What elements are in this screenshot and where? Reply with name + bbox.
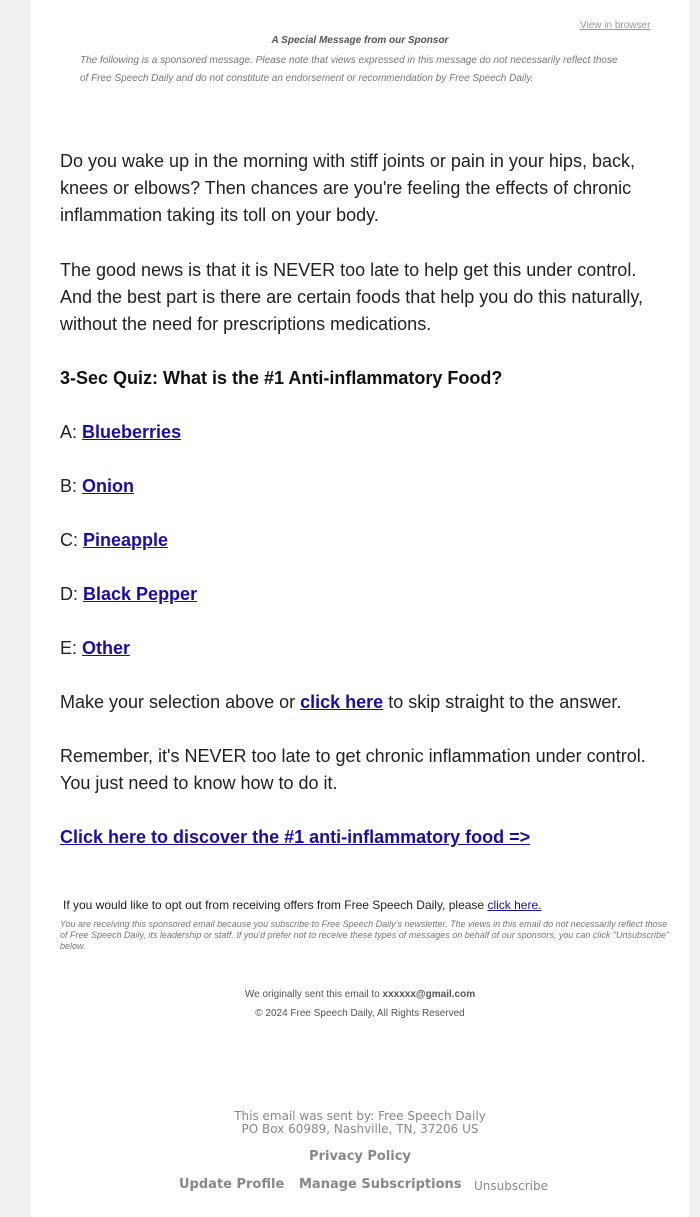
recipient-email: xxxxxx@gmail.com [382,989,476,1000]
quiz-option-c [60,527,168,554]
view-in-browser-link[interactable]: View in browser [580,20,651,31]
sponsor-note: The following is a sponsored message. Please note that views expressed in this message do not necessarily reflect those of Free Speech Daily and do not constitute an endorsement or recommendation by Free Speech Daily. [80,55,618,84]
option-black-pepper-link[interactable]: Black Pepper [83,584,198,604]
quiz-option-d [60,581,197,608]
cta-row [60,824,530,851]
email-body [30,0,690,1217]
optout-line [63,898,541,912]
unsubscribe-link[interactable]: Unsubscribe [474,1179,548,1193]
option-letter: E: [60,638,78,658]
reminder-paragraph: Remember, it's NEVER too late to get chronic inflammation under control. You just need to know how to do it. [60,746,646,793]
sent-by: This email was sent by: Free Speech Daily [234,1109,486,1123]
sender-info [30,1110,690,1136]
privacy-policy-link[interactable]: Privacy Policy [309,1149,411,1164]
sent-prefix: We originally sent this email to [244,989,383,1000]
option-blueberries-link[interactable]: Blueberries [82,422,182,442]
selection-paragraph [60,689,670,716]
postal-address: PO Box 60989, Nashville, TN, 37206 US [241,1122,479,1136]
quiz-title: 3-Sec Quiz: What is the #1 Anti-inflammatory Food? [60,368,503,388]
option-letter: C: [60,530,78,550]
selection-text-before: Make your selection above or [60,692,301,712]
sponsor-disclaimer: You are receiving this sponsored email because you subscribe to Free Speech Daily's newsletter. The views in this email do not necessarily reflect those of Free Speech Daily, its leadership or staff. If you'd prefer not to receive these types of messages on behalf of our sponsors, you can click "Unsubscribe" below. [60,919,670,951]
option-letter: B: [60,476,78,496]
optout-link[interactable]: click here. [487,898,542,912]
quiz-option-a [60,419,181,446]
quiz-option-e [60,635,130,662]
intro-paragraph: Do you wake up in the morning with stiff joints or pain in your hips, back, knees or elbows? Then chances are you're feeling the effects of chronic inflammation taking its toll on your body. [60,151,635,225]
option-pineapple-link[interactable]: Pineapple [83,530,169,550]
quiz-option-b [60,473,134,500]
skip-to-answer-link[interactable]: click here [300,692,384,712]
sent-to-line [30,989,690,1000]
option-letter: D: [60,584,78,604]
option-letter: A: [60,422,78,442]
sponsor-title: A Special Message from our Sponsor [271,35,449,46]
option-onion-link[interactable]: Onion [82,476,135,496]
update-profile-link[interactable]: Update Profile [179,1177,285,1192]
manage-subscriptions-link[interactable]: Manage Subscriptions [299,1177,462,1192]
selection-text-after: to skip straight to the answer. [383,692,622,712]
good-news-paragraph: The good news is that it is NEVER too late to help get this under control. And the best part is there are certain foods that help you do this naturally, without the need for prescriptions medications. [60,260,644,334]
option-other-link[interactable]: Other [82,638,131,658]
copyright: © 2024 Free Speech Daily, All Rights Reserved [255,1008,465,1019]
discover-food-cta-link[interactable]: Click here to discover the #1 anti-inflammatory food => [60,827,531,847]
optout-text: If you would like to opt out from receiving offers from Free Speech Daily, please [63,898,488,912]
